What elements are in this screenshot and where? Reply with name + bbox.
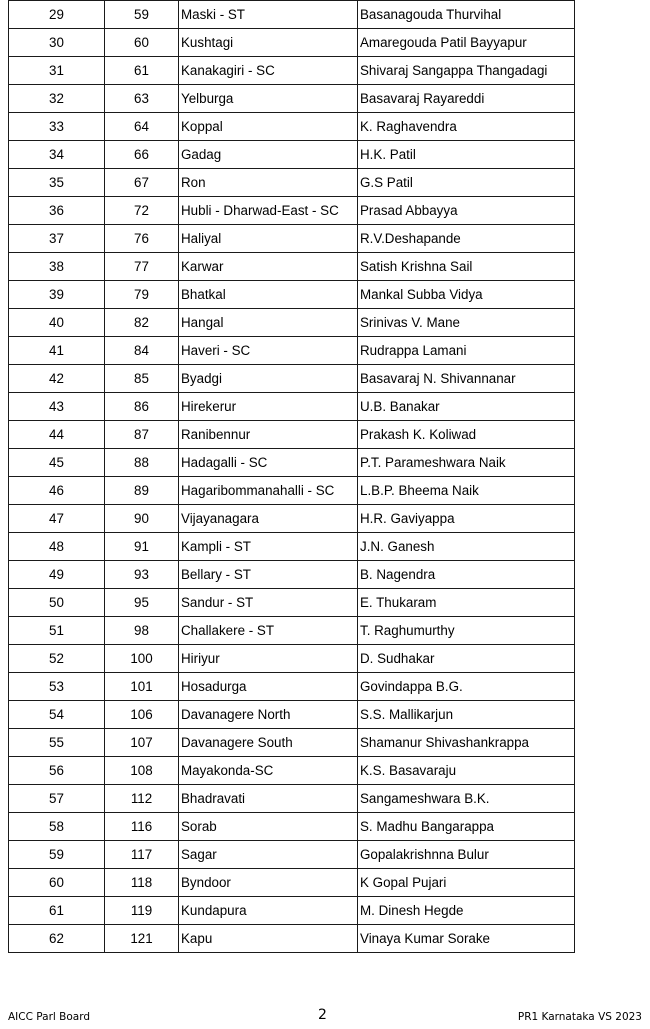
serial-number-cell: 59 (9, 841, 105, 869)
ac-number-cell: 59 (105, 1, 179, 29)
table-row (9, 225, 575, 253)
table-row (9, 197, 575, 225)
ac-number-cell: 108 (105, 757, 179, 785)
table-row (9, 113, 575, 141)
serial-number-cell: 39 (9, 281, 105, 309)
constituency-cell: Challakere - ST (179, 617, 358, 645)
serial-number-cell: 45 (9, 449, 105, 477)
table-row (9, 533, 575, 561)
candidate-cell: Mankal Subba Vidya (358, 281, 575, 309)
table-row (9, 85, 575, 113)
table-row (9, 365, 575, 393)
table-row (9, 561, 575, 589)
table-row (9, 477, 575, 505)
ac-number-cell: 64 (105, 113, 179, 141)
table-row (9, 925, 575, 953)
candidate-cell: R.V.Deshapande (358, 225, 575, 253)
ac-number-cell: 106 (105, 701, 179, 729)
ac-number-cell: 88 (105, 449, 179, 477)
table-row (9, 29, 575, 57)
table-row (9, 701, 575, 729)
serial-number-cell: 30 (9, 29, 105, 57)
serial-number-cell: 58 (9, 813, 105, 841)
table-row (9, 449, 575, 477)
constituency-cell: Bhatkal (179, 281, 358, 309)
candidate-cell: Shivaraj Sangappa Thangadagi (358, 57, 575, 85)
table-row (9, 869, 575, 897)
serial-number-cell: 40 (9, 309, 105, 337)
candidate-cell: Govindappa B.G. (358, 673, 575, 701)
constituency-cell: Kushtagi (179, 29, 358, 57)
serial-number-cell: 54 (9, 701, 105, 729)
candidate-cell: J.N. Ganesh (358, 533, 575, 561)
ac-number-cell: 93 (105, 561, 179, 589)
ac-number-cell: 84 (105, 337, 179, 365)
candidate-cell: S.S. Mallikarjun (358, 701, 575, 729)
serial-number-cell: 62 (9, 925, 105, 953)
constituency-cell: Koppal (179, 113, 358, 141)
table-row (9, 841, 575, 869)
ac-number-cell: 119 (105, 897, 179, 925)
constituency-cell: Hosadurga (179, 673, 358, 701)
candidate-cell: Amaregouda Patil Bayyapur (358, 29, 575, 57)
ac-number-cell: 98 (105, 617, 179, 645)
ac-number-cell: 91 (105, 533, 179, 561)
ac-number-cell: 107 (105, 729, 179, 757)
constituency-cell: Ranibennur (179, 421, 358, 449)
constituency-cell: Ron (179, 169, 358, 197)
constituency-cell: Davanagere North (179, 701, 358, 729)
constituency-cell: Sandur - ST (179, 589, 358, 617)
constituency-cell: Haliyal (179, 225, 358, 253)
serial-number-cell: 49 (9, 561, 105, 589)
constituency-cell: Byndoor (179, 869, 358, 897)
candidate-cell: Gopalakrishnna Bulur (358, 841, 575, 869)
candidate-cell: E. Thukaram (358, 589, 575, 617)
constituency-cell: Davanagere South (179, 729, 358, 757)
ac-number-cell: 85 (105, 365, 179, 393)
table-row (9, 729, 575, 757)
constituency-cell: Karwar (179, 253, 358, 281)
ac-number-cell: 72 (105, 197, 179, 225)
ac-number-cell: 89 (105, 477, 179, 505)
serial-number-cell: 47 (9, 505, 105, 533)
serial-number-cell: 46 (9, 477, 105, 505)
candidate-cell: M. Dinesh Hegde (358, 897, 575, 925)
candidate-cell: Basavaraj Rayareddi (358, 85, 575, 113)
serial-number-cell: 50 (9, 589, 105, 617)
serial-number-cell: 29 (9, 1, 105, 29)
ac-number-cell: 95 (105, 589, 179, 617)
serial-number-cell: 61 (9, 897, 105, 925)
serial-number-cell: 52 (9, 645, 105, 673)
serial-number-cell: 43 (9, 393, 105, 421)
constituency-cell: Hagaribommanahalli - SC (179, 477, 358, 505)
candidate-cell: U.B. Banakar (358, 393, 575, 421)
ac-number-cell: 66 (105, 141, 179, 169)
constituency-cell: Sorab (179, 813, 358, 841)
candidate-cell: D. Sudhakar (358, 645, 575, 673)
table-row (9, 57, 575, 85)
serial-number-cell: 57 (9, 785, 105, 813)
serial-number-cell: 37 (9, 225, 105, 253)
table-row (9, 169, 575, 197)
candidate-cell: Sangameshwara B.K. (358, 785, 575, 813)
serial-number-cell: 32 (9, 85, 105, 113)
footer-right-text: PR1 Karnataka VS 2023 (517, 1011, 642, 1023)
constituency-cell: Bhadravati (179, 785, 358, 813)
table-row (9, 393, 575, 421)
constituency-cell: Vijayanagara (179, 505, 358, 533)
table-row (9, 813, 575, 841)
candidate-cell: H.R. Gaviyappa (358, 505, 575, 533)
candidate-cell: H.K. Patil (358, 141, 575, 169)
candidate-cell: T. Raghumurthy (358, 617, 575, 645)
table-row (9, 645, 575, 673)
ac-number-cell: 100 (105, 645, 179, 673)
ac-number-cell: 67 (105, 169, 179, 197)
table-row (9, 253, 575, 281)
constituency-cell: Haveri - SC (179, 337, 358, 365)
candidate-cell: Satish Krishna Sail (358, 253, 575, 281)
constituency-cell: Yelburga (179, 85, 358, 113)
constituency-cell: Sagar (179, 841, 358, 869)
constituency-cell: Byadgi (179, 365, 358, 393)
ac-number-cell: 82 (105, 309, 179, 337)
ac-number-cell: 76 (105, 225, 179, 253)
footer-left-text: AICC Parl Board (8, 1011, 91, 1023)
page-number: 2 (318, 1007, 327, 1023)
constituency-cell: Hubli - Dharwad-East - SC (179, 197, 358, 225)
table-row (9, 897, 575, 925)
candidate-cell: K Gopal Pujari (358, 869, 575, 897)
ac-number-cell: 112 (105, 785, 179, 813)
serial-number-cell: 55 (9, 729, 105, 757)
candidate-cell: G.S Patil (358, 169, 575, 197)
candidate-cell: Srinivas V. Mane (358, 309, 575, 337)
table-row (9, 589, 575, 617)
candidate-cell: K.S. Basavaraju (358, 757, 575, 785)
serial-number-cell: 56 (9, 757, 105, 785)
ac-number-cell: 90 (105, 505, 179, 533)
constituency-cell: Maski - ST (179, 1, 358, 29)
table-row (9, 505, 575, 533)
table-row (9, 421, 575, 449)
table-row (9, 141, 575, 169)
candidate-cell: Vinaya Kumar Sorake (358, 925, 575, 953)
serial-number-cell: 41 (9, 337, 105, 365)
table-row (9, 785, 575, 813)
ac-number-cell: 116 (105, 813, 179, 841)
candidate-cell: L.B.P. Bheema Naik (358, 477, 575, 505)
serial-number-cell: 42 (9, 365, 105, 393)
serial-number-cell: 44 (9, 421, 105, 449)
candidate-table-body (9, 1, 575, 953)
table-row (9, 281, 575, 309)
constituency-cell: Bellary - ST (179, 561, 358, 589)
serial-number-cell: 51 (9, 617, 105, 645)
constituency-cell: Kanakagiri - SC (179, 57, 358, 85)
ac-number-cell: 101 (105, 673, 179, 701)
serial-number-cell: 33 (9, 113, 105, 141)
constituency-cell: Kundapura (179, 897, 358, 925)
table-row (9, 309, 575, 337)
ac-number-cell: 63 (105, 85, 179, 113)
serial-number-cell: 36 (9, 197, 105, 225)
ac-number-cell: 117 (105, 841, 179, 869)
table-row (9, 1, 575, 29)
constituency-cell: Hirekerur (179, 393, 358, 421)
serial-number-cell: 34 (9, 141, 105, 169)
serial-number-cell: 31 (9, 57, 105, 85)
constituency-cell: Hadagalli - SC (179, 449, 358, 477)
table-row (9, 337, 575, 365)
serial-number-cell: 48 (9, 533, 105, 561)
serial-number-cell: 53 (9, 673, 105, 701)
constituency-cell: Kapu (179, 925, 358, 953)
serial-number-cell: 60 (9, 869, 105, 897)
constituency-cell: Hiriyur (179, 645, 358, 673)
candidate-cell: B. Nagendra (358, 561, 575, 589)
candidate-cell: P.T. Parameshwara Naik (358, 449, 575, 477)
constituency-cell: Gadag (179, 141, 358, 169)
candidate-cell: K. Raghavendra (358, 113, 575, 141)
candidate-cell: Rudrappa Lamani (358, 337, 575, 365)
table-row (9, 617, 575, 645)
candidate-cell: Shamanur Shivashankrappa (358, 729, 575, 757)
table-row (9, 673, 575, 701)
page-footer (0, 1008, 650, 1028)
candidate-cell: Basanagouda Thurvihal (358, 1, 575, 29)
serial-number-cell: 35 (9, 169, 105, 197)
constituency-cell: Kampli - ST (179, 533, 358, 561)
candidate-table (8, 0, 575, 953)
constituency-cell: Mayakonda-SC (179, 757, 358, 785)
ac-number-cell: 61 (105, 57, 179, 85)
ac-number-cell: 87 (105, 421, 179, 449)
ac-number-cell: 77 (105, 253, 179, 281)
ac-number-cell: 121 (105, 925, 179, 953)
candidate-cell: Prakash K. Koliwad (358, 421, 575, 449)
ac-number-cell: 60 (105, 29, 179, 57)
table-row (9, 757, 575, 785)
ac-number-cell: 118 (105, 869, 179, 897)
candidate-cell: S. Madhu Bangarappa (358, 813, 575, 841)
constituency-cell: Hangal (179, 309, 358, 337)
candidate-cell: Basavaraj N. Shivannanar (358, 365, 575, 393)
ac-number-cell: 79 (105, 281, 179, 309)
serial-number-cell: 38 (9, 253, 105, 281)
candidate-cell: Prasad Abbayya (358, 197, 575, 225)
ac-number-cell: 86 (105, 393, 179, 421)
